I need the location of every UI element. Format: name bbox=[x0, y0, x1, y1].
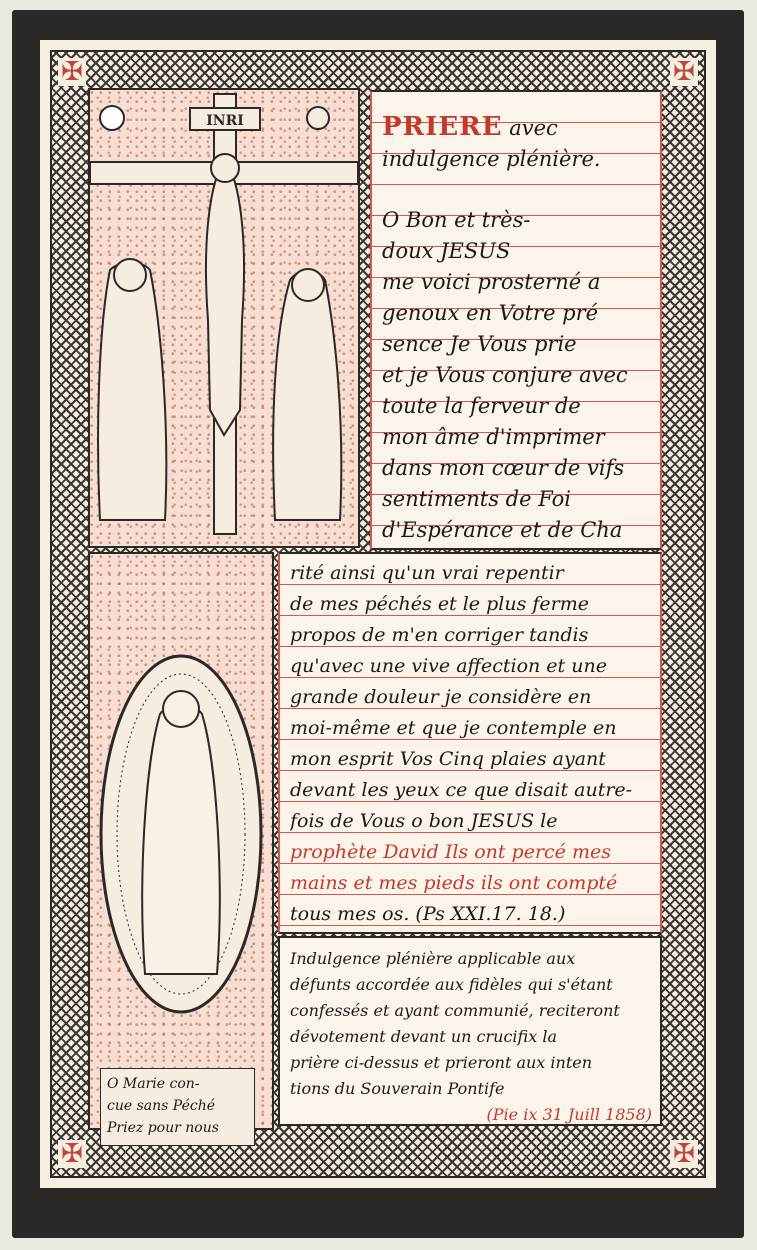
indulgence-line: prière ci-dessus et prieront aux inten bbox=[290, 1053, 593, 1072]
marie-line: cue sans Péché bbox=[107, 1098, 215, 1114]
prayer-line: fois de Vous o bon JESUS le bbox=[290, 810, 558, 832]
prayer-text-panel-lower bbox=[278, 552, 662, 934]
marie-invocation-label bbox=[100, 1068, 255, 1146]
madonna-drawing bbox=[90, 554, 272, 1054]
title-line-2: indulgence plénière. bbox=[382, 147, 601, 171]
marie-line: Priez pour nous bbox=[107, 1120, 219, 1136]
prayer-line: de mes péchés et le plus ferme bbox=[290, 593, 589, 615]
indulgence-panel bbox=[278, 936, 662, 1126]
prayer-line: propos de m'en corriger tandis bbox=[290, 624, 589, 646]
indulgence-text bbox=[290, 946, 652, 1128]
corner-cross-icon: ✠ bbox=[670, 58, 698, 86]
marie-illustration bbox=[88, 552, 274, 1130]
prayer-line: moi-même et que je contemple en bbox=[290, 717, 617, 739]
title-word: PRIERE bbox=[382, 112, 503, 142]
corner-cross-icon: ✠ bbox=[58, 58, 86, 86]
prayer-line: toute la ferveur de bbox=[382, 394, 581, 418]
title-rest: avec bbox=[509, 116, 558, 140]
prayer-line: genoux en Votre pré bbox=[382, 301, 599, 325]
prayer-line: mon âme d'imprimer bbox=[382, 425, 605, 449]
prayer-line: devant les yeux ce que disait autre- bbox=[290, 779, 633, 801]
prayer-line: me voici prosterné a bbox=[382, 270, 601, 294]
prayer-body-lower bbox=[290, 558, 652, 930]
indulgence-line: Indulgence plénière applicable aux bbox=[290, 949, 576, 968]
prayer-line: qu'avec une vive affection et une bbox=[290, 655, 607, 677]
prayer-line: prophète David Ils ont percé mes bbox=[290, 841, 611, 863]
indulgence-source: (Pie ix 31 Juill 1858) bbox=[486, 1105, 652, 1124]
indulgence-line: dévotement devant un crucifix la bbox=[290, 1027, 557, 1046]
prayer-line: d'Espérance et de Cha bbox=[382, 518, 623, 542]
prayer-text-panel bbox=[370, 90, 662, 550]
indulgence-line: défunts accordée aux fidèles qui s'étant bbox=[290, 975, 613, 994]
prayer-line: tous mes os. (Ps XXI.17. 18.) bbox=[290, 903, 566, 925]
prayer-line: grande douleur je considère en bbox=[290, 686, 592, 708]
prayer-line: doux JESUS bbox=[382, 239, 511, 263]
prayer-line: mains et mes pieds ils ont compté bbox=[290, 872, 618, 894]
indulgence-line: tions du Souverain Pontife bbox=[290, 1079, 505, 1098]
prayer-line: et je Vous conjure avec bbox=[382, 363, 628, 387]
corner-cross-icon: ✠ bbox=[58, 1140, 86, 1168]
corner-cross-icon: ✠ bbox=[670, 1140, 698, 1168]
inri-sign: INRI bbox=[206, 113, 244, 129]
prayer-line: mon esprit Vos Cinq plaies ayant bbox=[290, 748, 606, 770]
marie-line: O Marie con- bbox=[107, 1076, 200, 1092]
prayer-body bbox=[382, 205, 652, 546]
crucifixion-illustration bbox=[88, 88, 360, 548]
prayer-line: O Bon et très- bbox=[382, 208, 531, 232]
prayer-line: rité ainsi qu'un vrai repentir bbox=[290, 562, 564, 584]
crucifixion-drawing bbox=[90, 90, 358, 546]
prayer-line: dans mon cœur de vifs bbox=[382, 456, 625, 480]
prayer-title bbox=[382, 112, 652, 175]
indulgence-line: confessés et ayant communié, reciteront bbox=[290, 1001, 620, 1020]
prayer-line: sence Je Vous prie bbox=[382, 332, 577, 356]
prayer-line: sentiments de Foi bbox=[382, 487, 571, 511]
